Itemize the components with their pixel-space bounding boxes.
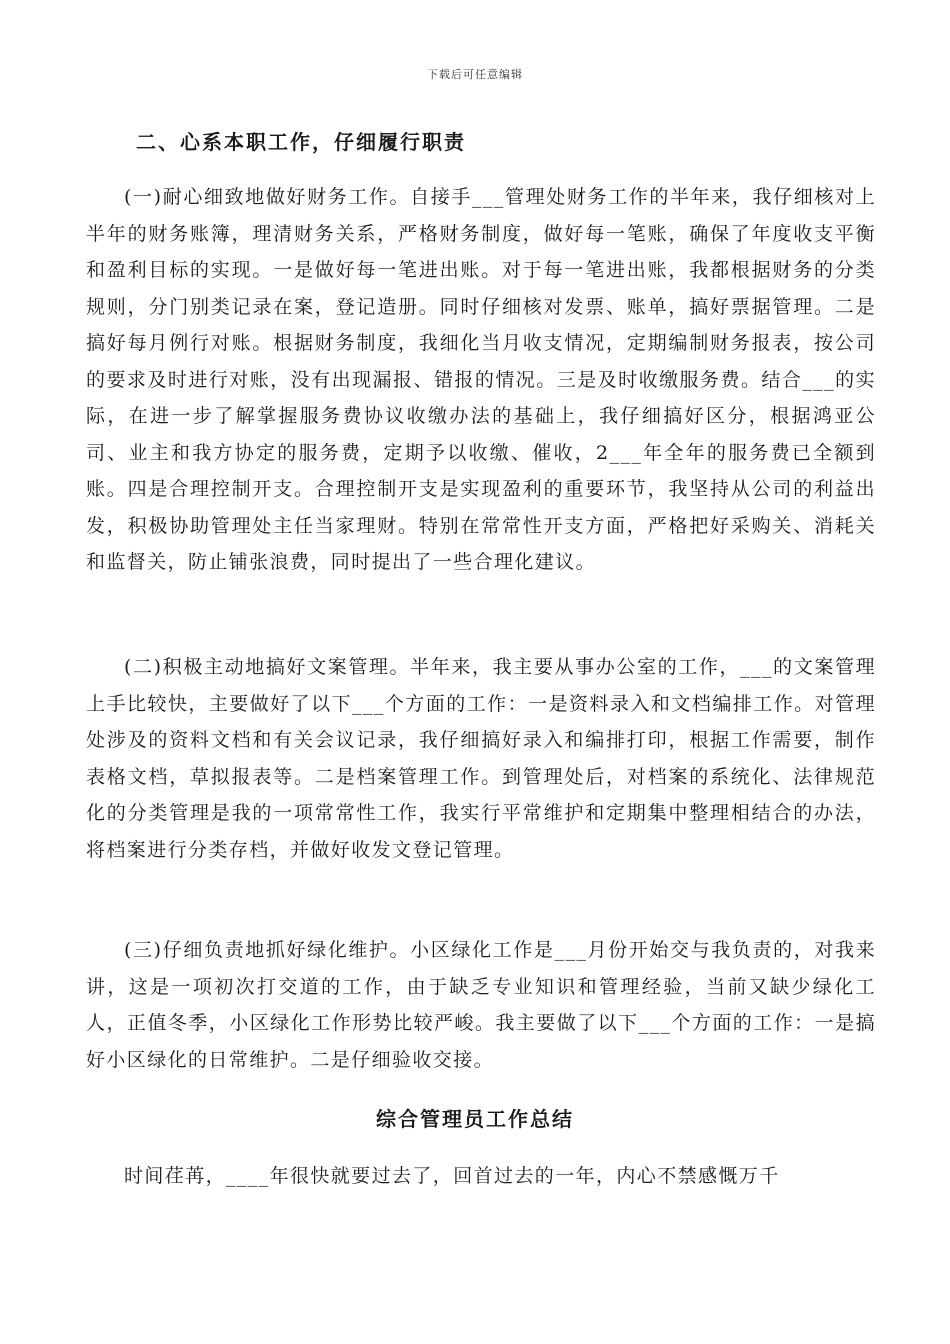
paragraph-document-management: (二)积极主动地搞好文案管理。半年来，我主要从事办公室的工作，___的文案管理上手比较快，主要做好了以下___个方面的工作：一是资料录入和文档编排工作。对管理处涉及的资料文档和有关会议记录，我仔细搞好录入和编排打印，根据工作需要，制作表格文档，草拟报表等。二是档案管理工作。到管理处后，对档案的系统化、法律规范化的分类管理是我的一项常常性工作，我实行平常维护和定期集中整理相结合的办法，将档案进行分类存档，并做好收发文登记管理。 [86,656,876,861]
paragraph-greening-maintenance: (三)仔细负责地抓好绿化维护。小区绿化工作是___月份开始交与我负责的，对我来讲，这是一项初次打交道的工作，由于缺乏专业知识和管理经验，当前又缺少绿化工人，正值冬季，小区绿化工作形势比较严峻。我主要做了以下___个方面的工作：一是搞好小区绿化的日常维护。二是仔细验收交接。 [86,939,876,1071]
document-title: 综合管理员工作总结 [376,1107,574,1131]
section-heading: 二、心系本职工作，仔细履行职责 [136,130,466,154]
paragraph-finance-work: (一)耐心细致地做好财务工作。自接手___管理处财务工作的半年来，我仔细核对上半年的财务账簿，理清财务关系，严格财务制度，做好每一笔账，确保了年度收支平衡和盈利目标的实现。一是做好每一笔进出账。对于每一笔进出账，我都根据财务的分类规则，分门别类记录在案，登记造册。同时仔细核对发票、账单，搞好票据管理。二是搞好每月例行对账。根据财务制度，我细化当月收支情况，定期编制财务报表，按公司的要求及时进行对账，没有出现漏报、错报的情况。三是及时收缴服务费。结合___的实际，在进一步了解掌握服务费协议收缴办法的基础上，我仔细搞好区分，根据鸿亚公司、业主和我方协定的服务费，定期予以收缴、催收，2___年全年的服务费已全额到账。四是合理控制开支。合理控制开支是实现盈利的重要环节，我坚持从公司的利益出发，积极协助管理处主任当家理财。特别在常常性开支方面，严格把好采购关、消耗关和监督关，防止铺张浪费，同时提出了一些合理化建议。 [86,186,876,573]
paragraph-intro: 时间荏苒，____年很快就要过去了，回首过去的一年，内心不禁感慨万千 [124,1165,780,1187]
page-header-note: 下载后可任意编辑 [427,68,523,81]
